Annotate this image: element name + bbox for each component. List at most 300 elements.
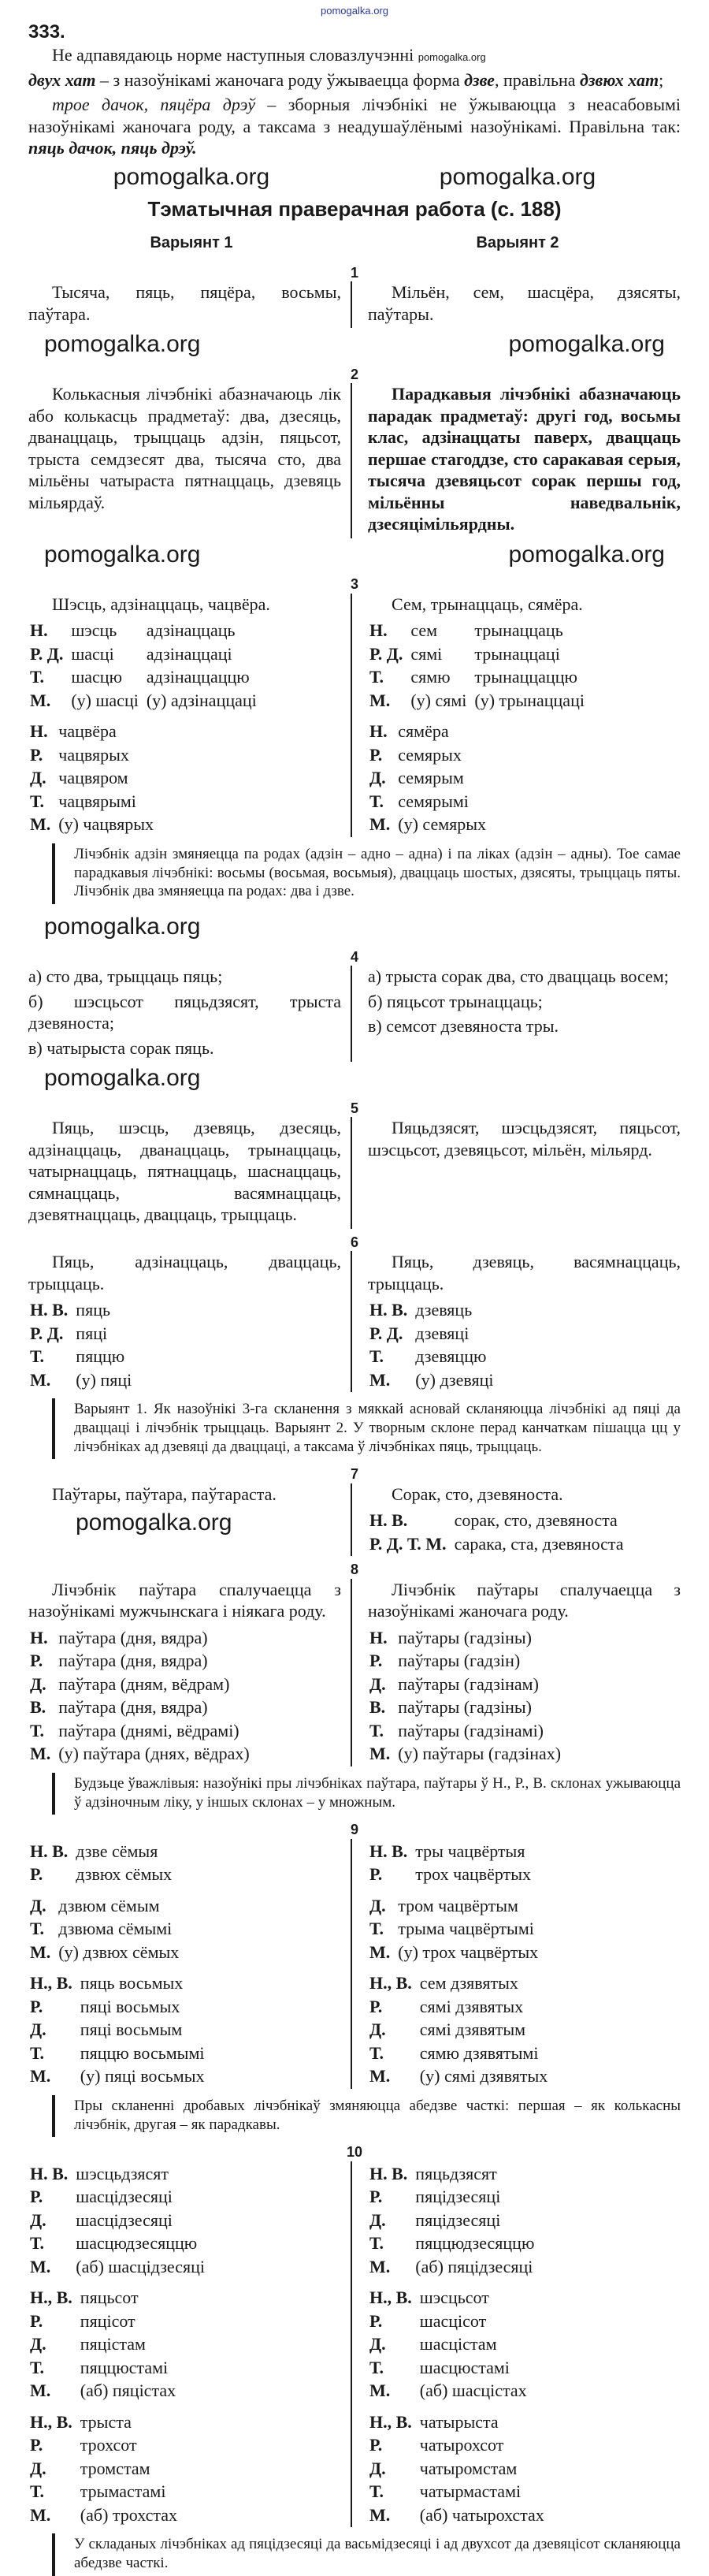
case-label: Д.	[369, 1895, 386, 1915]
case-label: Т.	[30, 667, 44, 687]
s1-right: Мільён, сем, шасцёра, дзясяты, паўтары.	[368, 282, 681, 324]
case-form: шэсць	[71, 620, 117, 641]
s9-right-a	[368, 1839, 539, 1887]
section-number: 9	[350, 1822, 358, 1838]
case-row	[369, 1720, 567, 1742]
s10-left-c	[28, 2410, 185, 2528]
case-form: пяццюстамі	[80, 2357, 169, 2377]
case-form: шасцюстамі	[419, 2357, 510, 2377]
case-label: Д.	[30, 2209, 46, 2230]
case-row	[30, 690, 263, 712]
case-row	[30, 813, 160, 836]
case-row	[30, 2209, 211, 2232]
section-number: 1	[350, 264, 358, 281]
case-row	[369, 2042, 554, 2064]
section-number: 7	[350, 1466, 358, 1483]
case-row	[30, 2065, 211, 2087]
case-label: Н.	[369, 1627, 388, 1647]
case-row	[369, 2163, 540, 2185]
site-header-link[interactable]: pomogalka.org	[321, 5, 388, 17]
case-label: В.	[369, 1697, 386, 1718]
watermark-row	[28, 538, 681, 571]
case-form: семярых	[398, 744, 462, 765]
case-form: (у) пяці восьмых	[80, 2066, 205, 2086]
watermark: pomogalka.org	[439, 163, 596, 190]
case-form: (у) шасці	[71, 690, 139, 710]
case-form: сем	[410, 620, 438, 641]
case-label: В.	[30, 1697, 46, 1718]
case-label: Н.	[30, 721, 48, 742]
case-row	[30, 1323, 138, 1345]
case-row	[369, 791, 492, 813]
case-form: адзінаццаці	[146, 643, 232, 664]
case-form: дзве сёмыя	[76, 1841, 158, 1861]
case-form: шасцістам	[419, 2334, 497, 2355]
case-form: сарака, ста, дзевяноста	[454, 1533, 624, 1554]
case-form: (у) дзвюх сёмых	[58, 1941, 180, 1962]
case-form: дзвюм сёмым	[58, 1895, 160, 1915]
case-form: пяццюдзесяццю	[415, 2233, 535, 2254]
case-form: пяці восьмых	[80, 1996, 180, 2016]
case-row	[30, 2504, 184, 2526]
list-item: в) чатырыста сорак пяць.	[28, 1037, 214, 1058]
case-row	[369, 1743, 567, 1765]
case-row	[369, 813, 492, 836]
exercise-p1b-phrase: двух хат	[28, 69, 96, 90]
case-label: Н. В.	[369, 2163, 408, 2183]
case-form: (аб) чатырохстах	[419, 2504, 544, 2525]
s10-right-a	[368, 2161, 542, 2280]
s10-left-b	[28, 2285, 184, 2403]
case-form: (у) трох чацвёртых	[398, 1941, 539, 1962]
case-form: (аб) шасцістах	[419, 2381, 527, 2401]
section-10	[28, 2161, 681, 2528]
case-form: паўтара (дня, вядра)	[58, 1627, 208, 1647]
section-number: 4	[350, 948, 358, 965]
case-form: шасцісот	[419, 2310, 487, 2331]
case-row	[30, 1673, 256, 1696]
case-row	[30, 1863, 178, 1885]
list-item: а) сто два, трыццаць пяць;	[28, 966, 223, 986]
case-label: Н. В.	[30, 2163, 69, 2183]
s3-left-table2	[28, 719, 161, 837]
s10-note: У складаных лічэбніках ад пяцідзесяці да васьмідзесяці і ад двухсот да дзевяцісот скланяюцца абедзве часткі.	[52, 2533, 681, 2576]
case-row	[30, 1650, 256, 1672]
case-form: паўтара (дня, вядра)	[58, 1651, 208, 1671]
s8-left-table	[28, 1625, 258, 1766]
case-form: сямі	[410, 643, 443, 664]
case-form: шасцідзесяці	[76, 2209, 173, 2230]
s9-right-c	[368, 1971, 555, 2089]
case-form: пяцістам	[80, 2334, 146, 2355]
case-label: Т.	[369, 1919, 384, 1939]
case-form: дзевяці	[415, 1323, 470, 1343]
case-row	[30, 2232, 211, 2254]
case-label: М.	[30, 1369, 51, 1390]
case-form: чатырыста	[419, 2411, 499, 2432]
case-form: трынаццаць	[474, 620, 563, 641]
case-form: дзвюх сёмых	[76, 1864, 173, 1885]
case-row	[30, 767, 160, 789]
s9-left-c	[28, 1971, 213, 2089]
s8-right-head: Лічэбнік паўтары спалучаецца з назоўнікамі жаночага роду.	[368, 1579, 681, 1621]
s10-left-a	[28, 2161, 213, 2280]
case-label: Р.	[30, 1996, 43, 2016]
page-title: Тэматычная праверачная работа (с. 188)	[147, 197, 562, 221]
case-form: дзевяць	[415, 1300, 473, 1320]
case-label: Н., В.	[369, 2288, 412, 2308]
case-row	[30, 2411, 184, 2433]
case-label: Н.	[369, 620, 388, 641]
s5-left: Пяць, шэсць, дзевяць, дзесяць, адзінаццаць, дванаццаць, трынаццаць, чатырнаццаць, пятнаццаць, шаснаццаць, сямнаццаць, васямнаццаць, дзевятнаццаць, дваццаць, трыццаць.	[28, 1118, 341, 1224]
s5-right: Пяцьдзясят, шэсцьдзясят, пяцьсот, шэсцьсот, дзевяцьсот, мільён, мільярд.	[368, 1118, 681, 1160]
case-label: Н., В.	[30, 1973, 72, 1993]
watermark: pomogalka.org	[508, 541, 665, 568]
case-label: Н. В.	[30, 1841, 69, 1861]
case-label: Д.	[30, 2458, 46, 2478]
list-item: в) семсот дзевяноста тры.	[368, 1016, 559, 1036]
case-row	[30, 1346, 138, 1368]
s4-left	[28, 966, 352, 1062]
section-number: 6	[350, 1234, 358, 1250]
case-label: Р.	[30, 1864, 43, 1885]
case-form: чацвяром	[58, 768, 128, 788]
case-label: Н. В.	[369, 1841, 408, 1861]
case-form: паўтары (гадзіны)	[398, 1697, 532, 1718]
case-label: Т.	[30, 1346, 44, 1366]
case-form: (аб) шасцідзесяці	[76, 2256, 205, 2276]
section-2	[28, 383, 681, 538]
case-row	[369, 1509, 630, 1532]
case-label: Р.	[369, 1864, 383, 1885]
case-form: трымастамі	[80, 2481, 166, 2502]
case-label: Р.	[30, 2310, 43, 2331]
case-form: паўтара (дня, вядра)	[58, 1697, 208, 1718]
case-row	[369, 1299, 499, 1321]
s7-right-table	[368, 1508, 632, 1556]
case-form: шэсцьсот	[419, 2288, 489, 2308]
exercise-p2-rest: – зборныя лічэбнікі не ўжываюцца з неасабовымі назоўнікамі жаночага роду, а таксама з неадушаўлёнымі назоўнікамі. Правільна так:	[28, 95, 681, 136]
case-label: Т.	[30, 2481, 44, 2502]
case-label: Д.	[30, 1673, 46, 1694]
case-row	[369, 1941, 544, 1964]
case-form: шасцюдзесяццю	[76, 2233, 198, 2254]
case-row	[30, 1299, 138, 1321]
case-row	[30, 2333, 182, 2355]
case-label: Т.	[30, 2042, 44, 2063]
case-row	[369, 666, 591, 688]
case-row	[369, 2186, 540, 2208]
case-row	[30, 2380, 182, 2402]
case-row	[369, 720, 492, 743]
case-form: (у) трынаццаці	[474, 690, 585, 710]
section-number: 10	[346, 2144, 363, 2161]
case-label: Д.	[369, 2019, 386, 2040]
case-form: пяцьдзясят	[415, 2163, 497, 2183]
section-5	[28, 1117, 681, 1229]
case-label: Р.	[369, 2435, 383, 2455]
case-form: трох чацвёртых	[415, 1864, 531, 1885]
case-form: сямёра	[398, 721, 449, 742]
case-form: (у) чацвярых	[58, 814, 154, 835]
case-row	[369, 2019, 554, 2041]
s3-left-table	[28, 618, 265, 713]
case-form: чатырохсот	[419, 2435, 504, 2455]
case-row	[30, 791, 160, 813]
s3-right-head: Сем, трынаццаць, сямёра.	[392, 594, 583, 614]
watermark-row	[28, 1062, 681, 1095]
case-form: (аб) пяцідзесяці	[415, 2256, 533, 2276]
case-label: Р.	[369, 2310, 383, 2331]
case-row	[30, 1369, 138, 1391]
case-label: Т.	[369, 2233, 384, 2254]
section-8	[28, 1579, 681, 1766]
case-form: пяцьсот	[80, 2288, 139, 2308]
case-row	[30, 744, 160, 766]
case-form: паўтара (дням, вёдрам)	[58, 1673, 230, 1694]
exercise-p2	[28, 94, 681, 159]
watermark-small: pomogalka.org	[418, 51, 486, 64]
watermark: pomogalka.org	[113, 163, 270, 190]
section-number: 3	[350, 576, 358, 593]
case-label: Т.	[30, 1919, 44, 1939]
case-label: Р. Д.	[369, 1323, 403, 1343]
case-label: Д.	[369, 1673, 386, 1694]
case-form: чацвёра	[58, 721, 117, 742]
case-form: пяць	[76, 1300, 110, 1320]
case-label: М.	[30, 2256, 51, 2276]
s6-left-table	[28, 1297, 139, 1392]
section-7	[28, 1483, 681, 1557]
case-label: Р. Д.	[369, 643, 403, 664]
case-form: чацвярымі	[58, 791, 136, 811]
case-label: Д.	[369, 2458, 386, 2478]
case-form: пяцідзесяці	[415, 2209, 501, 2230]
list-item: б) шэсцьсот пяцьдзясят, трыста дзевяноста;	[28, 991, 341, 1033]
s10-right-c	[368, 2410, 552, 2528]
case-form: пяццю восьмымі	[80, 2042, 205, 2063]
s6-right-head: Пяць, дзевяць, васямнаццаць, трыццаць.	[368, 1252, 681, 1294]
case-row	[369, 1323, 499, 1345]
case-label: М.	[369, 2381, 391, 2401]
case-row	[369, 2333, 533, 2355]
case-row	[369, 1996, 554, 2018]
case-label: Р.	[30, 744, 43, 765]
section-1	[28, 281, 681, 328]
exercise-p1-text: Не адпавядаюць норме наступныя словазлучэнні	[52, 45, 414, 65]
case-row	[30, 2256, 211, 2278]
case-label: Д.	[369, 2209, 386, 2230]
case-row	[369, 1696, 567, 1718]
exercise-p1b-right: правільна	[503, 69, 576, 90]
case-form: чатыромстам	[419, 2458, 518, 2478]
case-label: Д.	[369, 2334, 386, 2355]
case-label: М.	[369, 814, 391, 835]
case-label: Д.	[30, 768, 46, 788]
watermark: pomogalka.org	[44, 541, 201, 568]
s4-right	[368, 966, 681, 1062]
section-number: 8	[350, 1562, 358, 1578]
case-label: Р.	[369, 1651, 383, 1671]
case-row	[30, 1895, 185, 1917]
s2-right: Парадкавыя лічэбнікі абазначаюць парадак прадметаў: другі год, восьмы клас, адзінаццаты паверх, дваццаць першае стагоддзе, сто саракавая серыя, тысяча дзевяцьсот сорак першы год, мільённы наведвальнік, дзесяцімільярдны.	[368, 384, 681, 534]
case-label: М.	[30, 1744, 51, 1764]
case-label: Н., В.	[369, 1973, 412, 1993]
case-row	[369, 2256, 540, 2278]
case-label: М.	[30, 814, 51, 835]
case-form: (у) паўтары (гадзінах)	[398, 1744, 562, 1764]
case-form: шасцідзесяці	[76, 2187, 173, 2207]
s7-right-head: Сорак, сто, дзевяноста.	[392, 1483, 563, 1504]
s10-right-b	[368, 2285, 535, 2403]
case-label: Д.	[369, 768, 386, 788]
case-label: Н. В.	[369, 1510, 408, 1531]
case-label: Н.	[30, 620, 48, 641]
case-form: паўтары (гадзінамі)	[398, 1720, 544, 1740]
s3-right-table2	[368, 719, 494, 837]
case-form: (у) сямі дзявятых	[419, 2066, 548, 2086]
exercise-p1b-correct: дзвюх хат	[580, 69, 659, 90]
variant-2-header: Варыянт 2	[476, 233, 559, 251]
case-label: М.	[30, 1941, 51, 1962]
watermark-row	[28, 328, 681, 361]
s8-left-head: Лічэбнік паўтара спалучаецца з назоўнікамі мужчынскага і ніякага роду.	[28, 1579, 341, 1621]
case-label: Р. Д.	[30, 1323, 64, 1343]
case-label: М.	[369, 2504, 391, 2525]
exercise-p2-phrase: трое дачок, пяцёра дрэў	[52, 95, 256, 115]
case-form: тром чацвёртым	[398, 1895, 518, 1915]
case-form: сямі дзявятых	[419, 1996, 524, 2016]
case-row	[369, 744, 492, 766]
case-label: М.	[369, 1369, 391, 1390]
case-row	[30, 2163, 211, 2185]
case-row	[369, 2287, 533, 2309]
case-row	[30, 2310, 182, 2332]
case-row	[369, 643, 591, 665]
case-form: трыста	[80, 2411, 132, 2432]
case-form: пяцідзесяці	[415, 2187, 501, 2207]
case-form: адзінаццаццю	[146, 667, 250, 687]
case-row	[30, 2019, 211, 2041]
case-form: паўтара (днямі, вёдрамі)	[58, 1720, 239, 1740]
case-row	[369, 2209, 540, 2232]
case-label: М.	[30, 690, 51, 710]
case-form: (аб) трохстах	[80, 2504, 178, 2525]
s8-note: Будзьце ўважлівыя: назоўнікі пры лічэбніках паўтара, паўтары ў Н., Р., В. склонах ужываюцца ў адзіночным ліку, у іншых склонах – у множным.	[52, 1773, 681, 1815]
s9-left-b	[28, 1893, 187, 1965]
case-row	[369, 620, 591, 642]
case-row	[30, 1841, 178, 1863]
case-label: М.	[30, 2504, 51, 2525]
variant-1-header: Варыянт 1	[150, 233, 233, 251]
case-row	[30, 1941, 185, 1964]
case-label: Н. В.	[369, 1300, 408, 1320]
case-form: сямю дзявятымі	[419, 2042, 539, 2063]
case-form: дзвюма сёмымі	[58, 1919, 173, 1939]
case-row	[369, 690, 591, 712]
case-row	[30, 2434, 184, 2456]
case-label: М.	[369, 690, 391, 710]
case-label: Н., В.	[30, 2288, 72, 2308]
case-row	[30, 1743, 256, 1765]
case-form: адзінаццаць	[146, 620, 236, 641]
case-form: трынаццаці	[474, 643, 560, 664]
case-form: сямі дзявятым	[419, 2019, 526, 2040]
case-form: (аб) пяцістах	[80, 2381, 176, 2401]
case-label: Т.	[30, 791, 44, 811]
case-label: Н.	[369, 721, 388, 742]
section-9	[28, 1839, 681, 2089]
exercise-p1	[28, 20, 681, 66]
case-label: Т.	[30, 2357, 44, 2377]
s3-left-head: Шэсць, адзінаццаць, чацвёра.	[52, 594, 270, 614]
case-form: семярымі	[398, 791, 469, 811]
case-label: М.	[369, 1941, 391, 1962]
case-label: Р.	[30, 2187, 43, 2207]
case-row	[369, 1369, 499, 1391]
case-label: Н.	[30, 1627, 48, 1647]
s8-right-table	[368, 1625, 569, 1766]
case-form: тры чацвёртыя	[415, 1841, 525, 1861]
case-label: Т.	[369, 2042, 384, 2063]
case-row	[369, 1627, 567, 1649]
exercise-p2-correct: пяць дачок, пяць дрэў.	[28, 138, 197, 158]
case-label: Р. Д. Т. М.	[369, 1533, 447, 1554]
watermark: pomogalka.org	[44, 914, 201, 940]
case-row	[30, 1720, 256, 1742]
case-row	[369, 1895, 544, 1917]
case-label: Т.	[369, 2357, 384, 2377]
case-row	[369, 2411, 551, 2433]
case-label: Д.	[30, 1895, 46, 1915]
case-label: Т.	[369, 1346, 384, 1366]
case-form: трынаццаццю	[474, 667, 577, 687]
case-label: М.	[369, 2066, 391, 2086]
watermark: pomogalka.org	[44, 331, 201, 358]
case-form: паўтары (гадзіны)	[398, 1627, 532, 1647]
case-label: Т.	[369, 667, 384, 687]
case-row	[30, 1696, 256, 1718]
case-row	[369, 1972, 554, 1994]
case-row	[30, 720, 160, 743]
case-row	[30, 643, 263, 665]
case-label: Р.	[30, 2435, 43, 2455]
case-form: пяцісот	[80, 2310, 135, 2331]
case-form: сямю	[410, 667, 451, 687]
watermark: pomogalka.org	[44, 1065, 201, 1091]
case-row	[30, 1996, 211, 2018]
s9-left-a	[28, 1839, 180, 1887]
case-form: паўтары (гадзінам)	[398, 1673, 539, 1694]
case-row	[369, 1346, 499, 1368]
case-row	[369, 2357, 533, 2379]
case-row	[369, 2458, 551, 2480]
case-form: семярым	[398, 768, 464, 788]
case-form: (у) семярых	[398, 814, 487, 835]
s2-left: Колькасныя лічэбнікі абазначаюць лік або колькасць прадметаў: два, дзесяць, дванаццаць, трыццаць адзін, пяцьсот, трыста семдзесят два, тысяча сто, два мільёны чатыраста пятнаццаць, дзевяць мільярдаў.	[28, 384, 341, 512]
s6-left-head: Пяць, адзінаццаць, дваццаць, трыццаць.	[28, 1252, 341, 1294]
case-row	[369, 2380, 533, 2402]
case-row	[30, 620, 263, 642]
case-label: Т.	[369, 791, 384, 811]
case-row	[30, 1918, 185, 1940]
case-row	[369, 1863, 537, 1885]
case-form: пяць восьмых	[80, 1973, 184, 1993]
case-row	[30, 2042, 211, 2064]
s9-right-b	[368, 1893, 546, 1965]
case-label: Н., В.	[369, 2411, 412, 2432]
s3-note: Лічэбнік адзін змяняецца па родах (адзін – адно – адна) і па ліках (адзін – адны). Тое самае парадкавыя лічэбнікі: восьмы (восьмая, восьмыя), дваццаць шостых, дзясяты, трыццаць пяты. Лічэбнік два змяняецца па родах: два і дзве.	[52, 843, 681, 904]
